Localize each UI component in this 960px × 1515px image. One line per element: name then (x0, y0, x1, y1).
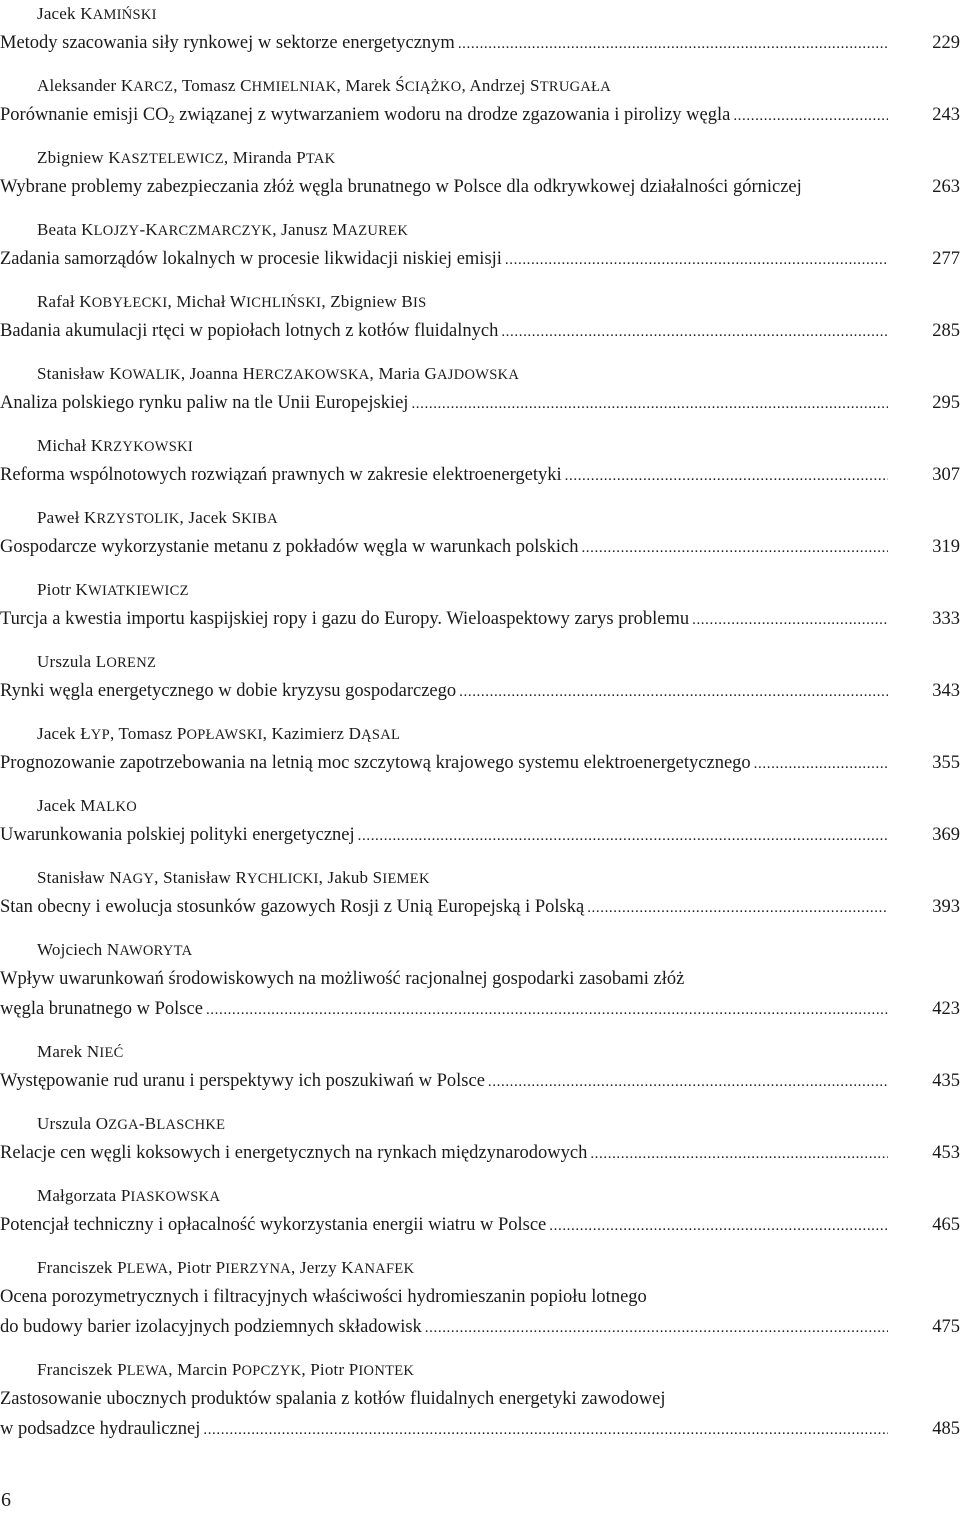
toc-entry-title-text: Stan obecny i ewolucja stosunków gazowych Rosji z Unią Europejską i Polską (0, 897, 585, 917)
author-name-part: , Jacek (179, 508, 232, 527)
toc-entry-page-number: 435 (932, 1071, 960, 1091)
author-name-part: ASZTELEWICZ (120, 151, 224, 167)
author-name-part: Franciszek (37, 1258, 118, 1277)
toc-entry-title[interactable] (0, 896, 888, 919)
dot-leader (505, 249, 888, 271)
toc-entry-title[interactable] (0, 752, 888, 775)
toc-entry-title[interactable] (0, 32, 888, 55)
author-name-part: G (424, 364, 437, 383)
dot-leader (590, 1143, 888, 1165)
toc-entry-page-number: 319 (932, 537, 960, 557)
toc-entry-title[interactable] (0, 608, 888, 631)
toc-entry-title[interactable] (0, 1316, 888, 1339)
toc-entry-title[interactable] (0, 1214, 888, 1237)
author-name-part: P (296, 148, 306, 167)
author-name-part: YCHLICKI (246, 871, 319, 887)
dot-leader (733, 105, 888, 127)
toc-entry-title-text: Metody szacowania siły rynkowej w sektorze energetycznym (0, 33, 455, 53)
author-name-part: Piotr (37, 580, 76, 599)
author-name-part: ORENZ (106, 655, 157, 671)
author-name-part: , Tomasz (173, 76, 241, 95)
author-name-part: P (231, 1360, 242, 1379)
author-name-part: ALKO (95, 799, 138, 815)
toc-entry-authors (37, 796, 137, 817)
author-name-part: Beata (37, 220, 82, 239)
author-name-part: N (86, 1042, 100, 1061)
toc-entry-title[interactable] (0, 392, 888, 415)
author-name-part: O (95, 1114, 109, 1133)
author-name-part: Zbigniew (37, 148, 109, 167)
author-name-part: AWORYTA (119, 943, 193, 959)
author-name-part: K (109, 364, 122, 383)
toc-entry-title-text: Potencjał techniczny i opłacalność wykorzystania energii wiatru w Polsce (0, 1215, 547, 1235)
author-name-part: S (372, 868, 383, 887)
toc-entry-title-text: do budowy barier izolacyjnych podziemnych składowisk (0, 1317, 422, 1337)
toc-entry-authors (37, 1360, 414, 1381)
toc-entry-authors (37, 724, 400, 745)
author-name-part: LEWA (126, 1363, 169, 1379)
author-name-part: IEĆ (99, 1045, 124, 1061)
author-name-part: Stanisław (37, 364, 110, 383)
author-name-part: , Maria (369, 364, 425, 383)
toc-entry-title-text: Prognozowanie zapotrzebowania na letnią moc szczytową krajowego systemu elektroenergetycznego (0, 753, 751, 773)
author-name-part: Ł (80, 724, 91, 743)
author-name-part: OBYŁECKI (91, 295, 168, 311)
toc-entry-title-text: Ocena porozymetrycznych i filtracyjnych właściwości hydromieszanin popiołu lotnego (0, 1287, 647, 1307)
author-name-part: ĄSAL (361, 727, 401, 743)
toc-entry-page-number: 277 (932, 249, 960, 269)
dot-leader (206, 999, 888, 1021)
author-name-part: L (95, 652, 107, 671)
author-name-part: TAK (305, 151, 336, 167)
dot-leader (692, 609, 888, 631)
author-name-part: ANAFEK (353, 1261, 415, 1277)
toc-entry-page-number: 369 (932, 825, 960, 845)
author-name-part: K (80, 4, 93, 23)
author-name-part: Wojciech (37, 940, 107, 959)
author-name-part: Paweł (37, 508, 84, 527)
author-name-part: LEWA (126, 1261, 169, 1277)
author-name-part: Stanisław (37, 868, 110, 887)
author-name-part: Ś (395, 76, 405, 95)
toc-entry-page-number: 453 (932, 1143, 960, 1163)
author-name-part: , Piotr (168, 1258, 216, 1277)
toc-entry-authors (37, 940, 192, 961)
author-name-part: R (235, 868, 247, 887)
toc-entry-page-number: 263 (932, 177, 960, 197)
author-name-part: K (341, 1258, 354, 1277)
dot-leader (459, 681, 888, 703)
toc-entry-title[interactable] (0, 176, 888, 198)
toc-entry-authors (37, 364, 519, 385)
author-name-part: , Miranda (223, 148, 297, 167)
dot-leader (458, 33, 888, 55)
author-name-part: IS (412, 295, 427, 311)
toc-entry-page-number: 475 (932, 1317, 960, 1337)
author-name-part: Urszula (37, 652, 96, 671)
toc-entry-page-number: 229 (932, 33, 960, 53)
toc-entry-page-number: 333 (932, 609, 960, 629)
author-name-part: K (75, 580, 88, 599)
author-name-part: OPCZYK (241, 1363, 302, 1379)
toc-entry-title[interactable] (0, 968, 800, 990)
toc-entry-page-number: 355 (932, 753, 960, 773)
author-name-part: S (231, 508, 242, 527)
toc-entry-title-text: Reforma wspólnotowych rozwiązań prawnych w zakresie elektroenergetyki (0, 465, 562, 485)
author-name-part: -B (138, 1114, 157, 1133)
toc-entry-title-text: Relacje cen węgli koksowych i energetycznych na rynkach międzynarodowych (0, 1143, 588, 1163)
dot-leader (587, 897, 888, 919)
toc-entry-page-number: 423 (932, 999, 960, 1019)
toc-entry-title-text: Porównanie emisji $CO_2$ związanej z wytwarzaniem wodoru na drodze zgazowania i pirolizy węgla (0, 105, 731, 126)
toc-entry-title[interactable] (0, 1142, 888, 1165)
author-name-part: K (81, 220, 94, 239)
toc-entry-authors (37, 4, 157, 25)
toc-entry-title[interactable] (0, 104, 888, 127)
toc-entry-title[interactable] (0, 1070, 888, 1093)
author-name-part: KIBA (241, 511, 278, 527)
toc-entry-authors (37, 580, 189, 601)
author-name-part: Jacek (37, 796, 81, 815)
author-name-part: Marek (37, 1042, 87, 1061)
author-name-part: AZUREK (347, 223, 409, 239)
author-name-part: AJDOWSKA (436, 367, 520, 383)
author-name-part: RZYKOWSKI (103, 439, 193, 455)
toc-entry-title[interactable] (0, 1388, 800, 1410)
author-name-part: N (109, 868, 122, 887)
author-name-part: CIĄŻKO (404, 79, 462, 95)
author-name-part: AMIŃSKI (92, 7, 157, 23)
author-name-part: Jacek (37, 724, 81, 743)
dot-leader (581, 537, 888, 559)
author-name-part: , Janusz (272, 220, 333, 239)
toc-entry-title-text: Analiza polskiego rynku paliw na tle Unii Europejskiej (0, 393, 409, 413)
toc-entry-title[interactable] (0, 824, 888, 847)
toc-entry-title[interactable] (0, 1418, 888, 1441)
author-name-part: , Kazimierz (262, 724, 349, 743)
toc-entry-page-number: 485 (932, 1419, 960, 1439)
author-name-part: D (348, 724, 362, 743)
author-name-part: , Zbigniew (321, 292, 402, 311)
author-name-part: IONTEK (358, 1363, 415, 1379)
author-name-part: , Stanisław (154, 868, 236, 887)
author-name-part: Małgorzata (37, 1186, 121, 1205)
toc-entry-title-text: w podsadzce hydraulicznej (0, 1419, 201, 1439)
author-name-part: TRUGAŁA (539, 79, 612, 95)
author-name-part: , Joanna (180, 364, 243, 383)
author-name-part: K (108, 148, 121, 167)
author-name-part: Jacek (37, 4, 81, 23)
author-name-part: RZYSTOLIK (96, 511, 180, 527)
toc-entry-authors (37, 292, 426, 313)
toc-entry-page-number: 465 (932, 1215, 960, 1235)
author-name-part: , Jerzy (291, 1258, 342, 1277)
author-name-part: Urszula (37, 1114, 96, 1133)
author-name-part: K (90, 436, 104, 455)
toc-entry-authors (37, 436, 193, 457)
author-name-part: OWALIK (121, 367, 181, 383)
author-name-part: , Marek (336, 76, 396, 95)
toc-entry-page-number: 307 (932, 465, 960, 485)
toc-entry-title[interactable] (0, 998, 888, 1021)
author-name-part: H (242, 364, 256, 383)
dot-leader (565, 465, 888, 487)
dot-leader (754, 753, 888, 775)
toc-entry-authors (37, 1042, 124, 1063)
toc-entry-title[interactable] (0, 680, 888, 703)
author-name-part: , Piotr (301, 1360, 349, 1379)
toc-entry-title-text: Rynki węgla energetycznego w dobie kryzysu gospodarczego (0, 681, 457, 701)
toc-entry-authors (37, 868, 430, 889)
toc-entry-title[interactable] (0, 464, 888, 487)
author-name-part: IEMEK (382, 871, 430, 887)
toc-entry-page-number: 243 (932, 105, 960, 125)
author-name-part: Aleksander (37, 76, 121, 95)
toc-entry-title-text: węgla brunatnego w Polsce (0, 999, 203, 1019)
author-name-part: , Andrzej (461, 76, 531, 95)
toc-entry-title[interactable] (0, 536, 888, 559)
author-name-part: ARCZMARCZYK (157, 223, 273, 239)
toc-entry-authors (37, 148, 335, 169)
author-name-part: P (348, 1360, 359, 1379)
author-name-part: HMIELNIAK (251, 79, 337, 95)
author-name-part: OPŁAWSKI (186, 727, 263, 743)
toc-entry-authors (37, 1258, 414, 1279)
toc-entry-title-text: Zadania samorządów lokalnych w procesie likwidacji niskiej emisji (0, 249, 502, 269)
dot-leader (358, 825, 888, 847)
toc-entry-title[interactable] (0, 1286, 800, 1308)
author-name-part: Rafał (37, 292, 80, 311)
author-name-part: M (332, 220, 348, 239)
author-name-part: P (117, 1258, 127, 1277)
author-name-part: Michał (37, 436, 91, 455)
author-name-part: IERZYNA (225, 1261, 292, 1277)
dot-leader (501, 321, 888, 343)
toc-entry-title[interactable] (0, 248, 888, 271)
toc-entry-title-text: Wpływ uwarunkowań środowiskowych na możliwość racjonalnej gospodarki zasobami złóż (0, 969, 685, 989)
author-name-part: K (79, 292, 92, 311)
toc-entry-title-text: Turcja a kwestia importu kaspijskiej ropy i gazu do Europy. Wieloaspektowy zarys problemu (0, 609, 690, 629)
author-name-part: ERCZAKOWSKA (255, 367, 370, 383)
author-name-part: WIATKIEWICZ (88, 583, 189, 599)
toc-entry-page-number: 393 (932, 897, 960, 917)
toc-entry-authors (37, 508, 278, 529)
toc-entry-title-text: Gospodarcze wykorzystanie metanu z pokładów węgla w warunkach polskich (0, 537, 579, 557)
author-name-part: P (120, 1186, 131, 1205)
author-name-part: ICHLIŃSKI (246, 295, 322, 311)
author-name-part: N (106, 940, 120, 959)
toc-entry-title-text: Wybrane problemy zabezpieczania złóż węgla brunatnego w Polsce dla odkrywkowej działalności górniczej (0, 177, 802, 197)
author-name-part: ARCZ (133, 79, 174, 95)
author-name-part: P (215, 1258, 226, 1277)
dot-leader (411, 393, 888, 415)
toc-entry-title[interactable] (0, 320, 888, 343)
toc-entry-page-number: 343 (932, 681, 960, 701)
toc-entry-authors (37, 1114, 225, 1135)
dot-leader (425, 1317, 888, 1339)
author-name-part: IASKOWSKA (130, 1189, 221, 1205)
author-name-part: , Tomasz (109, 724, 177, 743)
toc-entry-authors (37, 652, 156, 673)
dot-leader (549, 1215, 888, 1237)
author-name-part: P (176, 724, 187, 743)
author-name-part: C (240, 76, 252, 95)
toc-entry-page-number: 285 (932, 321, 960, 341)
author-name-part: , Jakub (318, 868, 373, 887)
author-name-part: Franciszek (37, 1360, 118, 1379)
author-name-part: M (80, 796, 96, 815)
author-name-part: LOJZY (93, 223, 140, 239)
toc-entry-authors (37, 1186, 220, 1207)
author-name-part: YP (90, 727, 110, 743)
toc-entry-title-text: Występowanie rud uranu i perspektywy ich poszukiwań w Polsce (0, 1071, 485, 1091)
author-name-part: AGY (121, 871, 155, 887)
author-name-part: ZGA (108, 1117, 139, 1133)
author-name-part: P (117, 1360, 127, 1379)
author-name-part: W (229, 292, 247, 311)
author-name-part: K (120, 76, 134, 95)
author-name-part: -K (139, 220, 158, 239)
dot-leader (203, 1419, 888, 1441)
author-name-part: , Marcin (168, 1360, 232, 1379)
author-name-part: K (84, 508, 97, 527)
author-name-part: LASCHKE (156, 1117, 226, 1133)
author-name-part: S (530, 76, 540, 95)
toc-entry-title-text: Badania akumulacji rtęci w popiołach lotnych z kotłów fluidalnych (0, 321, 499, 341)
page-number: 6 (1, 1489, 11, 1511)
toc-entry-title-text: Zastosowanie ubocznych produktów spalania z kotłów fluidalnych energetyki zawodowej (0, 1389, 666, 1409)
dot-leader (488, 1071, 888, 1093)
toc-entry-authors (37, 76, 611, 97)
author-name-part: , Michał (167, 292, 230, 311)
toc-entry-authors (37, 220, 408, 241)
toc-entry-page-number: 295 (932, 393, 960, 413)
author-name-part: B (401, 292, 413, 311)
toc-entry-title-text: Uwarunkowania polskiej polityki energetycznej (0, 825, 355, 845)
